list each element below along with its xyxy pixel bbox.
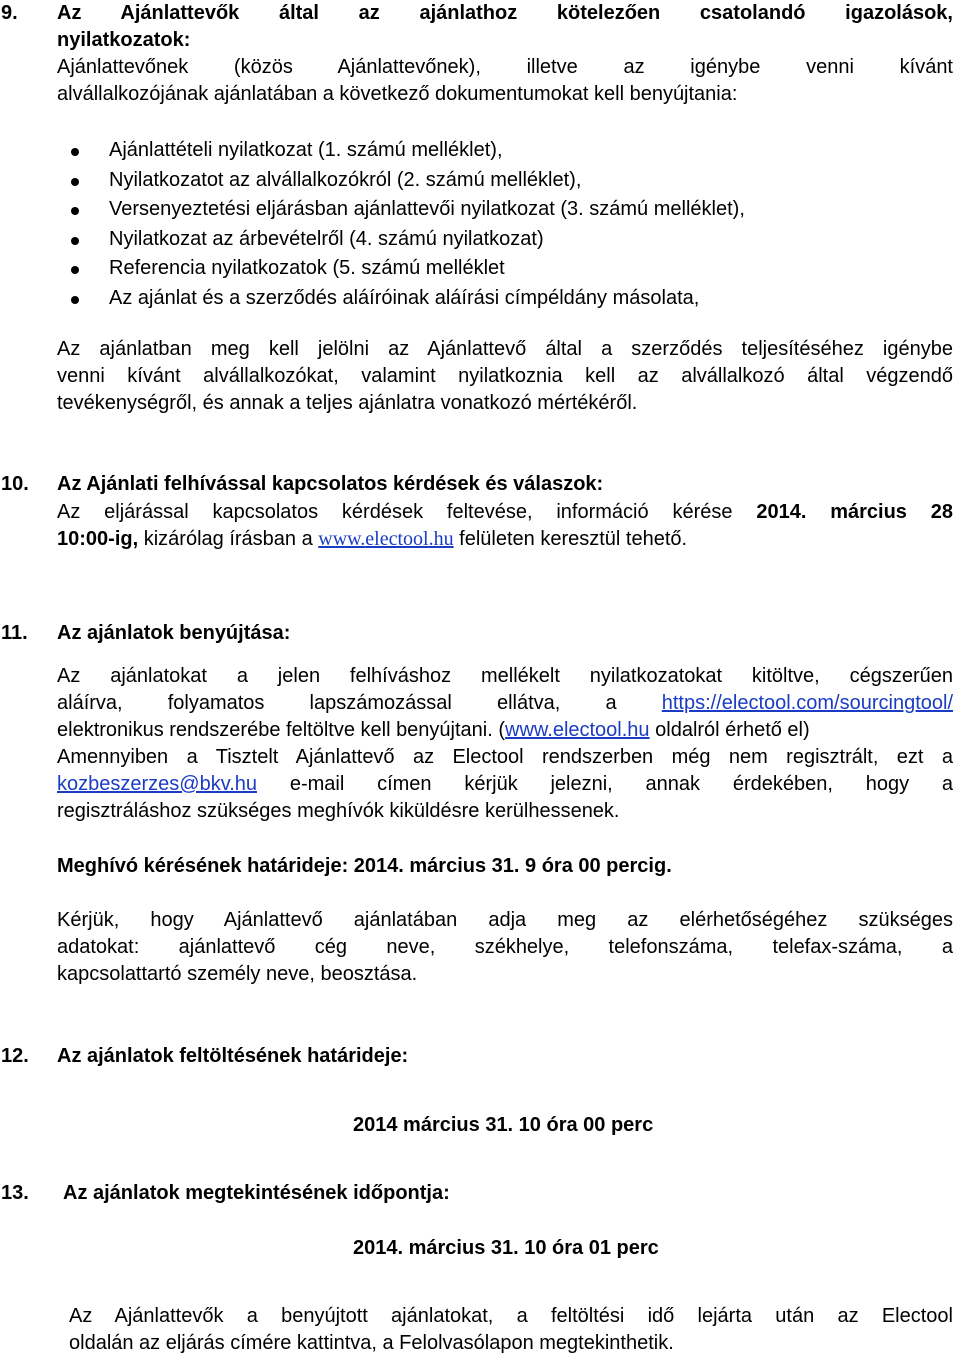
- bullet-icon: [71, 237, 79, 245]
- list-item: Az ajánlat és a szerződés aláíróinak aláírási címpéldány másolata,: [57, 284, 953, 314]
- list-item: Versenyeztetési eljárásban ajánlattevői nyilatkozat (3. számú melléklet),: [57, 195, 953, 225]
- section-9-paragraph: Az ajánlatban meg kell jelölni az Ajánlattevő által a szerződés teljesítéséhez igénybe venni kívánt alvállalkozókat, valamint nyilatkoznia kell az alvállalkozó által végzendő tevékenységről, és annak a teljes ajánlatra vonatkozó mértékéről.: [57, 338, 953, 414]
- bullet-icon: [71, 178, 79, 186]
- section-10-heading: [1, 471, 953, 498]
- section-number: 11.: [1, 622, 28, 644]
- section-title: Az Ajánlati felhívással kapcsolatos kérdések és válaszok:: [57, 473, 604, 495]
- list-item: Nyilatkozatot az alvállalkozókról (2. számú melléklet),: [57, 166, 953, 196]
- electool-link[interactable]: www.electool.hu: [318, 528, 454, 550]
- section-11-contact-paragraph: Kérjük, hogy Ajánlattevő ajánlatában adja meg az elérhetőségéhez szükséges adatokat: ajánlattevő cég neve, székhelye, telefonszáma, telefax-száma, a kapcsolattartó személy neve, beosztása.: [57, 909, 953, 985]
- section-13-heading: [1, 1180, 953, 1207]
- intro-line: Ajánlattevőnek (közös Ajánlattevőnek), illetve az igénybe venni kívánt: [57, 56, 953, 78]
- list-item: Nyilatkozat az árbevételről (4. számú nyilatkozat): [57, 225, 953, 255]
- section-title-cont: nyilatkozatok:: [57, 29, 191, 51]
- section-title: Az Ajánlattevők által az ajánlathoz kötelezően csatolandó igazolások,: [57, 2, 953, 24]
- section-13-paragraph: Az Ajánlattevők a benyújtott ajánlatokat, a feltöltési idő lejárta után az Electool oldalán az eljárás címére kattintva, a Felolvasólapon megtekinthetik.: [69, 1305, 953, 1354]
- section-number: 13.: [1, 1182, 29, 1204]
- upload-deadline-value: 2014 március 31. 10 óra 00 perc: [353, 1114, 654, 1136]
- section-number: 10.: [1, 473, 29, 495]
- invitation-deadline: Meghívó kérésének határideje: 2014. március 31. 9 óra 00 percig.: [57, 855, 672, 877]
- bullet-icon: [71, 207, 79, 215]
- section-title: Az ajánlatok feltöltésének határideje:: [57, 1045, 409, 1067]
- section-11-heading: [1, 620, 953, 647]
- section-title: Az ajánlatok benyújtása:: [57, 622, 291, 644]
- section-12-heading: [1, 1043, 953, 1070]
- document-list: [57, 136, 953, 314]
- list-item: Ajánlattételi nyilatkozat (1. számú melléklet),: [57, 136, 953, 166]
- section-9-intro: [57, 54, 953, 108]
- section-number: 12.: [1, 1045, 29, 1067]
- section-title: Az ajánlatok megtekintésének időpontja:: [63, 1182, 450, 1204]
- section-number: 9.: [1, 2, 18, 24]
- section-10-body: Az eljárással kapcsolatos kérdések feltevése, információ kérése 2014. március 28 10:00-ig, kizárólag írásban a www.electool.hu felületen keresztül tehető.: [57, 501, 953, 550]
- email-link[interactable]: kozbeszerzes@bkv.hu: [57, 773, 258, 795]
- electool-link[interactable]: www.electool.hu: [505, 719, 650, 741]
- opening-time-value: 2014. március 31. 10 óra 01 perc: [353, 1237, 659, 1259]
- bullet-icon: [71, 296, 79, 304]
- list-item: Referencia nyilatkozatok (5. számú melléklet: [57, 254, 953, 284]
- bullet-icon: [71, 266, 79, 274]
- bullet-icon: [71, 148, 79, 156]
- sourcingtool-link[interactable]: https://electool.com/sourcingtool/: [661, 692, 953, 714]
- section-9-heading: [1, 0, 953, 54]
- section-11-body: Az ajánlatokat a jelen felhíváshoz mellékelt nyilatkozatokat kitöltve, cégszerűen aláírva, folyamatos lapszámozással ellátva, a https://electool.com/sourcingtool/ elektronikus rendszerébe feltöltve kell benyújtani. (www.electool.hu oldalról érhető el) Amennyiben a Tisztelt Ajánlattevő az Electool rendszerben még nem regisztrált, ezt a kozbeszerzes@bkv.hu e-mail címen kérjük jelezni, annak érdekében, hogy a regisztráláshoz szükséges meghívók kiküldésre kerülhessenek.: [57, 665, 953, 822]
- intro-line: alvállalkozójának ajánlatában a következő dokumentumokat kell benyújtania:: [57, 83, 738, 105]
